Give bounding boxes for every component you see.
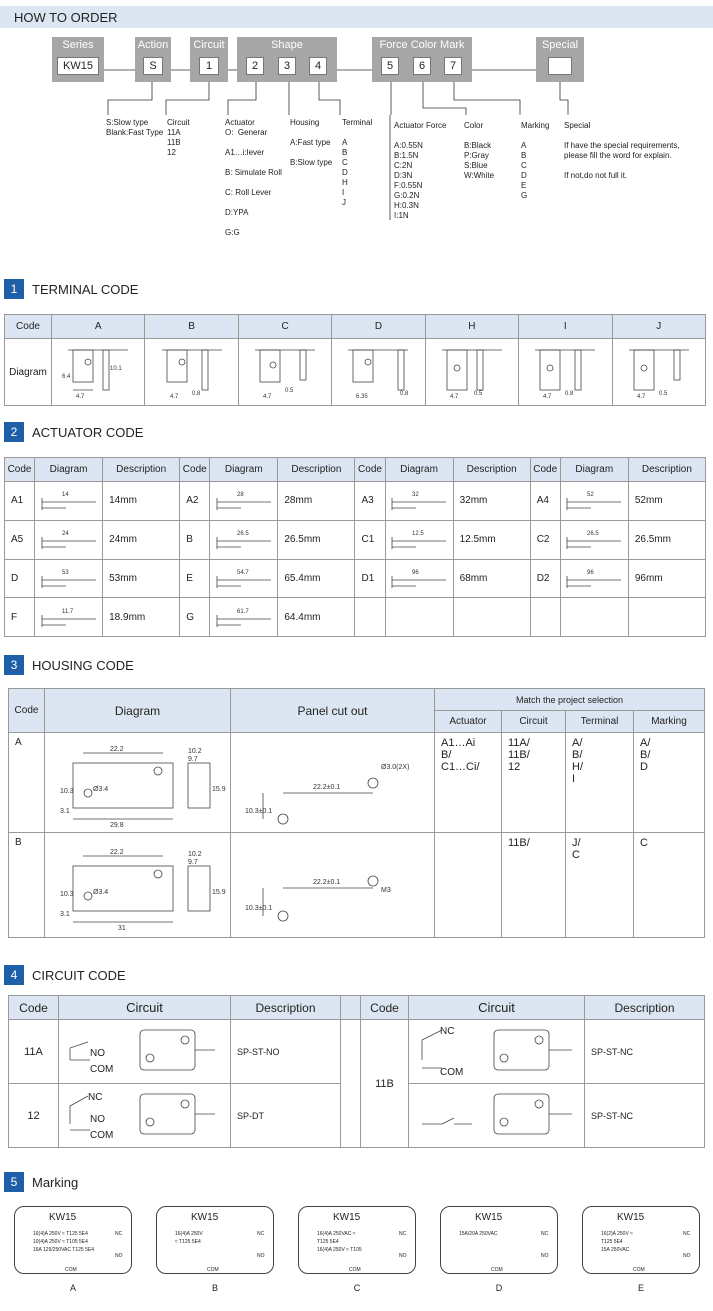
series-value: KW15 xyxy=(57,57,99,75)
svg-text:22.2: 22.2 xyxy=(109,746,124,753)
actuator-description-header: Description xyxy=(453,458,530,482)
svg-text:53: 53 xyxy=(61,569,69,576)
actuator-diagram xyxy=(35,559,103,598)
svg-text:61.7: 61.7 xyxy=(236,608,249,615)
action-legend: S:Slow type Blank:Fast Type xyxy=(106,118,164,137)
svg-text:26.5: 26.5 xyxy=(236,531,249,538)
action-box: Action S xyxy=(135,37,171,82)
actuator-code: G xyxy=(180,598,210,637)
svg-text:0.5: 0.5 xyxy=(473,390,483,397)
svg-text:10.3: 10.3 xyxy=(59,890,74,898)
svg-text:Ø3.4: Ø3.4 xyxy=(92,786,108,793)
svg-text:Ø3.0(2X): Ø3.0(2X) xyxy=(380,764,409,771)
svg-text:32: 32 xyxy=(412,492,419,499)
svg-text:NO: NO xyxy=(89,1048,105,1059)
svg-text:11.7: 11.7 xyxy=(61,608,73,615)
housing-diagram-b xyxy=(48,836,228,932)
housing-b-marking: C xyxy=(634,833,705,938)
circuit-value: 1 xyxy=(199,57,219,75)
marking-plate-b: KW15 16(4)A 250V ≈ T125 5E4 NC NO COM xyxy=(156,1206,274,1274)
marking-plate-d: KW15 15A/20A 250VAC NC NO COM xyxy=(440,1206,558,1274)
force-legend: Actuator Force A:0.55N B:1.5N C:2N D:3N F:0.55N G:0.2N H:0.3N I:1N xyxy=(394,121,447,220)
shape-value-2: 2 xyxy=(246,57,264,75)
svg-text:26.5: 26.5 xyxy=(587,531,599,538)
svg-text:28: 28 xyxy=(236,492,244,499)
circuit-diagram-11b xyxy=(412,1020,582,1080)
actuator-description: 18.9mm xyxy=(103,598,180,637)
circuit-diagram-11a xyxy=(60,1020,230,1080)
housing-table: Code Diagram Panel cut out Match the project selection Actuator Circuit Terminal Marking A 22.2 29.8 10.2 9.7 15.9 Ø3.4 10.3 3.1 22.2±0.1 Ø3.0(2X) 10.3±0.1 A1…Ai B/ C1…Ci/ 11A/ 11B/ 12 A/ B/ H/ I A/ B/ D B 22.2 31 10.2 9.7 15.9 Ø3.4 10.3 3.1 22.2±0.1 M3 10.3±0.1 11B/ J/ C C xyxy=(8,688,705,938)
special-legend: Special If have the special requirements, please fill the word for explain. If not,do not full it. xyxy=(564,121,680,180)
color-legend: Color B:Black P:Gray S:Blue W:White xyxy=(464,121,495,180)
marking-code-a: A xyxy=(69,1283,76,1293)
svg-text:3.1: 3.1 xyxy=(59,808,70,815)
housing-a-actuator: A1…Ai B/ C1…Ci/ xyxy=(435,733,502,833)
panel-cutout-a xyxy=(233,733,433,829)
marking-plate-c: KW15 16(4)A 250VAC ≈ T125 5E4 16(4)A 250V ≈ T105 NC NO COM xyxy=(298,1206,416,1274)
actuator-diagram xyxy=(385,598,453,637)
svg-text:NO: NO xyxy=(89,1114,105,1125)
svg-text:0.5: 0.5 xyxy=(285,387,294,394)
marking-code-c: C xyxy=(353,1283,361,1293)
actuator-diagram xyxy=(35,482,103,521)
terminal-diagram-i xyxy=(525,340,605,402)
series-box: Series KW15 xyxy=(52,37,104,82)
actuator-code: D xyxy=(5,559,35,598)
circuit-desc-11b: SP-ST-NC xyxy=(585,1020,705,1084)
circuit-legend: Circuit 11A 11B 12 xyxy=(167,118,190,157)
terminal-code: J xyxy=(612,315,705,339)
actuator-diagram xyxy=(385,482,453,521)
actuator-diagram xyxy=(560,598,628,637)
terminal-diagram-d xyxy=(338,340,418,402)
svg-text:10.1: 10.1 xyxy=(110,365,122,372)
actuator-description: 53mm xyxy=(103,559,180,598)
housing-b-circuit: 11B/ xyxy=(502,833,566,938)
housing-a-marking: A/ B/ D xyxy=(634,733,705,833)
actuator-diagram xyxy=(210,520,278,559)
actuator-code-header: Code xyxy=(180,458,210,482)
terminal-table xyxy=(4,314,706,406)
actuator-code: A4 xyxy=(530,482,560,521)
actuator-description-header: Description xyxy=(278,458,355,482)
marking-legend: Marking A B C D E G xyxy=(521,121,550,200)
svg-text:COM: COM xyxy=(89,1064,113,1075)
marking-code-e: E xyxy=(637,1283,644,1293)
terminal-diagram-a xyxy=(58,340,138,402)
terminal-code: D xyxy=(332,315,425,339)
svg-text:96: 96 xyxy=(587,569,594,576)
actuator-legend: Actuator O: Generar A1…i:lever B: Simulate Roll C: Roll Lever D:YPA G:G xyxy=(225,118,282,237)
special-box: Special xyxy=(536,37,584,82)
circuit-code-11a: 11A xyxy=(9,1020,59,1084)
terminal-diagram-b xyxy=(152,340,232,402)
circuit-diagram-12 xyxy=(60,1084,230,1144)
svg-text:4.7: 4.7 xyxy=(76,393,85,400)
svg-text:52: 52 xyxy=(587,492,594,499)
svg-text:10.2: 10.2 xyxy=(187,850,202,858)
terminal-code: I xyxy=(519,315,612,339)
actuator-code-header: Code xyxy=(355,458,385,482)
action-value: S xyxy=(143,57,163,75)
actuator-description: 12.5mm xyxy=(453,520,530,559)
actuator-diagram-header: Diagram xyxy=(385,458,453,482)
actuator-description xyxy=(628,598,705,637)
actuator-description-header: Description xyxy=(103,458,180,482)
terminal-diagram-h xyxy=(432,340,512,402)
terminal-code: H xyxy=(425,315,518,339)
svg-text:4.7: 4.7 xyxy=(263,393,272,400)
actuator-diagram xyxy=(210,598,278,637)
actuator-code: A3 xyxy=(355,482,385,521)
actuator-description: 64.4mm xyxy=(278,598,355,637)
circuit-desc-11b-alt: SP-ST-NC xyxy=(585,1084,705,1148)
actuator-diagram-header: Diagram xyxy=(35,458,103,482)
svg-text:14: 14 xyxy=(61,492,69,499)
svg-text:6.35: 6.35 xyxy=(356,393,369,400)
actuator-code: A2 xyxy=(180,482,210,521)
svg-text:10.3±0.1: 10.3±0.1 xyxy=(244,904,272,912)
svg-text:Ø3.4: Ø3.4 xyxy=(92,888,108,896)
actuator-code-header: Code xyxy=(530,458,560,482)
actuator-diagram xyxy=(560,520,628,559)
actuator-description: 14mm xyxy=(103,482,180,521)
actuator-description: 26.5mm xyxy=(278,520,355,559)
actuator-code: C1 xyxy=(355,520,385,559)
actuator-code xyxy=(355,598,385,637)
svg-text:96: 96 xyxy=(412,569,419,576)
circuit-code-12: 12 xyxy=(9,1084,59,1148)
housing-code-b: B xyxy=(9,833,45,938)
terminal-code: C xyxy=(238,315,331,339)
svg-text:NC: NC xyxy=(439,1026,454,1037)
shape-value-4: 4 xyxy=(309,57,327,75)
force-color-mark-box: Force Color Mark 5 6 7 xyxy=(372,37,472,82)
actuator-description: 28mm xyxy=(278,482,355,521)
svg-text:15.9: 15.9 xyxy=(211,888,226,896)
housing-b-actuator xyxy=(435,833,502,938)
svg-text:9.7: 9.7 xyxy=(187,756,198,763)
terminal-code-header: Code xyxy=(5,315,52,339)
actuator-code xyxy=(530,598,560,637)
actuator-diagram xyxy=(35,520,103,559)
housing-b-terminal: J/ C xyxy=(566,833,634,938)
actuator-code: D1 xyxy=(355,559,385,598)
svg-text:3.1: 3.1 xyxy=(59,910,70,918)
svg-text:54.7: 54.7 xyxy=(236,569,249,576)
svg-text:0.8: 0.8 xyxy=(191,390,200,397)
panel-cutout-b xyxy=(233,836,433,932)
marking-code-d: D xyxy=(495,1283,503,1293)
svg-text:0.5: 0.5 xyxy=(658,390,668,397)
mark-value: 7 xyxy=(444,57,462,75)
svg-text:0.8: 0.8 xyxy=(565,390,574,397)
actuator-description: 65.4mm xyxy=(278,559,355,598)
actuator-diagram xyxy=(210,482,278,521)
actuator-diagram xyxy=(35,598,103,637)
actuator-code: A1 xyxy=(5,482,35,521)
actuator-diagram xyxy=(210,559,278,598)
svg-text:9.7: 9.7 xyxy=(187,858,198,866)
actuator-description-header: Description xyxy=(628,458,705,482)
actuator-description xyxy=(453,598,530,637)
housing-a-circuit: 11A/ 11B/ 12 xyxy=(502,733,566,833)
actuator-code: B xyxy=(180,520,210,559)
actuator-code: A5 xyxy=(5,520,35,559)
actuator-description: 24mm xyxy=(103,520,180,559)
svg-text:COM: COM xyxy=(439,1067,463,1078)
terminal-diagram-label: Diagram xyxy=(5,339,52,406)
svg-text:10.3: 10.3 xyxy=(59,788,74,795)
actuator-diagram xyxy=(385,520,453,559)
svg-text:0.8: 0.8 xyxy=(400,390,409,397)
shape-value-3: 3 xyxy=(278,57,296,75)
svg-text:10.3±0.1: 10.3±0.1 xyxy=(244,808,272,815)
svg-text:29.8: 29.8 xyxy=(109,822,124,829)
housing-legend: Housing A:Fast type B:Slow type xyxy=(290,118,333,167)
svg-text:NC: NC xyxy=(87,1092,102,1103)
svg-text:22.2: 22.2 xyxy=(109,848,124,856)
actuator-diagram-header: Diagram xyxy=(210,458,278,482)
actuator-description: 68mm xyxy=(453,559,530,598)
actuator-diagram-header: Diagram xyxy=(560,458,628,482)
actuator-code-header: Code xyxy=(5,458,35,482)
force-value: 5 xyxy=(381,57,399,75)
svg-text:COM: COM xyxy=(89,1130,113,1141)
color-value: 6 xyxy=(413,57,431,75)
svg-text:22.2±0.1: 22.2±0.1 xyxy=(312,878,340,886)
housing-diagram-a xyxy=(48,733,228,829)
terminal-legend: Terminal A B C D H I J xyxy=(342,118,373,207)
svg-text:M3: M3 xyxy=(380,886,391,894)
svg-text:24: 24 xyxy=(61,531,69,538)
marking-code-b: B xyxy=(211,1283,218,1293)
terminal-diagram-c xyxy=(245,340,325,402)
terminal-code: B xyxy=(145,315,238,339)
actuator-diagram xyxy=(385,559,453,598)
housing-a-terminal: A/ B/ H/ I xyxy=(566,733,634,833)
svg-text:10.2: 10.2 xyxy=(187,748,202,755)
housing-code-a: A xyxy=(9,733,45,833)
circuit-table: Code Circuit Description Code Circuit Description 11A NO COM SP-ST-NO 11B NC COM SP-ST-NC 12 NC NO COM SP-DT SP-ST-NC xyxy=(8,995,705,1148)
actuator-code: E xyxy=(180,559,210,598)
actuator-code: D2 xyxy=(530,559,560,598)
marking-plate-a: KW15 16(4)A 250V ≈ T125 5E4 10(4)A 250V ≈ T105 5E4 16A 125/250VAC T125 5E4 NC NO COM xyxy=(14,1206,132,1274)
actuator-table xyxy=(4,457,706,637)
svg-text:12.5: 12.5 xyxy=(412,531,424,538)
actuator-description: 96mm xyxy=(628,559,705,598)
svg-text:4.7: 4.7 xyxy=(449,393,459,400)
shape-box: Shape 2 3 4 xyxy=(237,37,337,82)
actuator-diagram xyxy=(560,559,628,598)
svg-text:22.2±0.1: 22.2±0.1 xyxy=(312,784,340,791)
actuator-code: C2 xyxy=(530,520,560,559)
actuator-code: F xyxy=(5,598,35,637)
svg-text:31: 31 xyxy=(117,924,126,932)
actuator-description: 32mm xyxy=(453,482,530,521)
marking-plate-e: KW15 16(2)A 250V ≈ T125 5E4 15A 250VAC NC NO COM xyxy=(582,1206,700,1274)
order-title: HOW TO ORDER xyxy=(14,10,118,25)
svg-text:4.7: 4.7 xyxy=(543,393,552,400)
svg-text:6.4: 6.4 xyxy=(62,373,71,380)
circuit-desc-11a: SP-ST-NO xyxy=(231,1020,341,1084)
svg-text:15.9: 15.9 xyxy=(211,786,226,793)
circuit-diagram-11b-alt xyxy=(412,1084,582,1144)
svg-text:4.7: 4.7 xyxy=(169,393,178,400)
svg-text:4.7: 4.7 xyxy=(636,393,646,400)
circuit-code-11b: 11B xyxy=(361,1020,409,1148)
terminal-diagram-j xyxy=(619,340,699,402)
actuator-description: 26.5mm xyxy=(628,520,705,559)
terminal-code: A xyxy=(52,315,145,339)
circuit-desc-12: SP-DT xyxy=(231,1084,341,1148)
actuator-description: 52mm xyxy=(628,482,705,521)
circuit-box: Circuit 1 xyxy=(190,37,228,82)
actuator-diagram xyxy=(560,482,628,521)
